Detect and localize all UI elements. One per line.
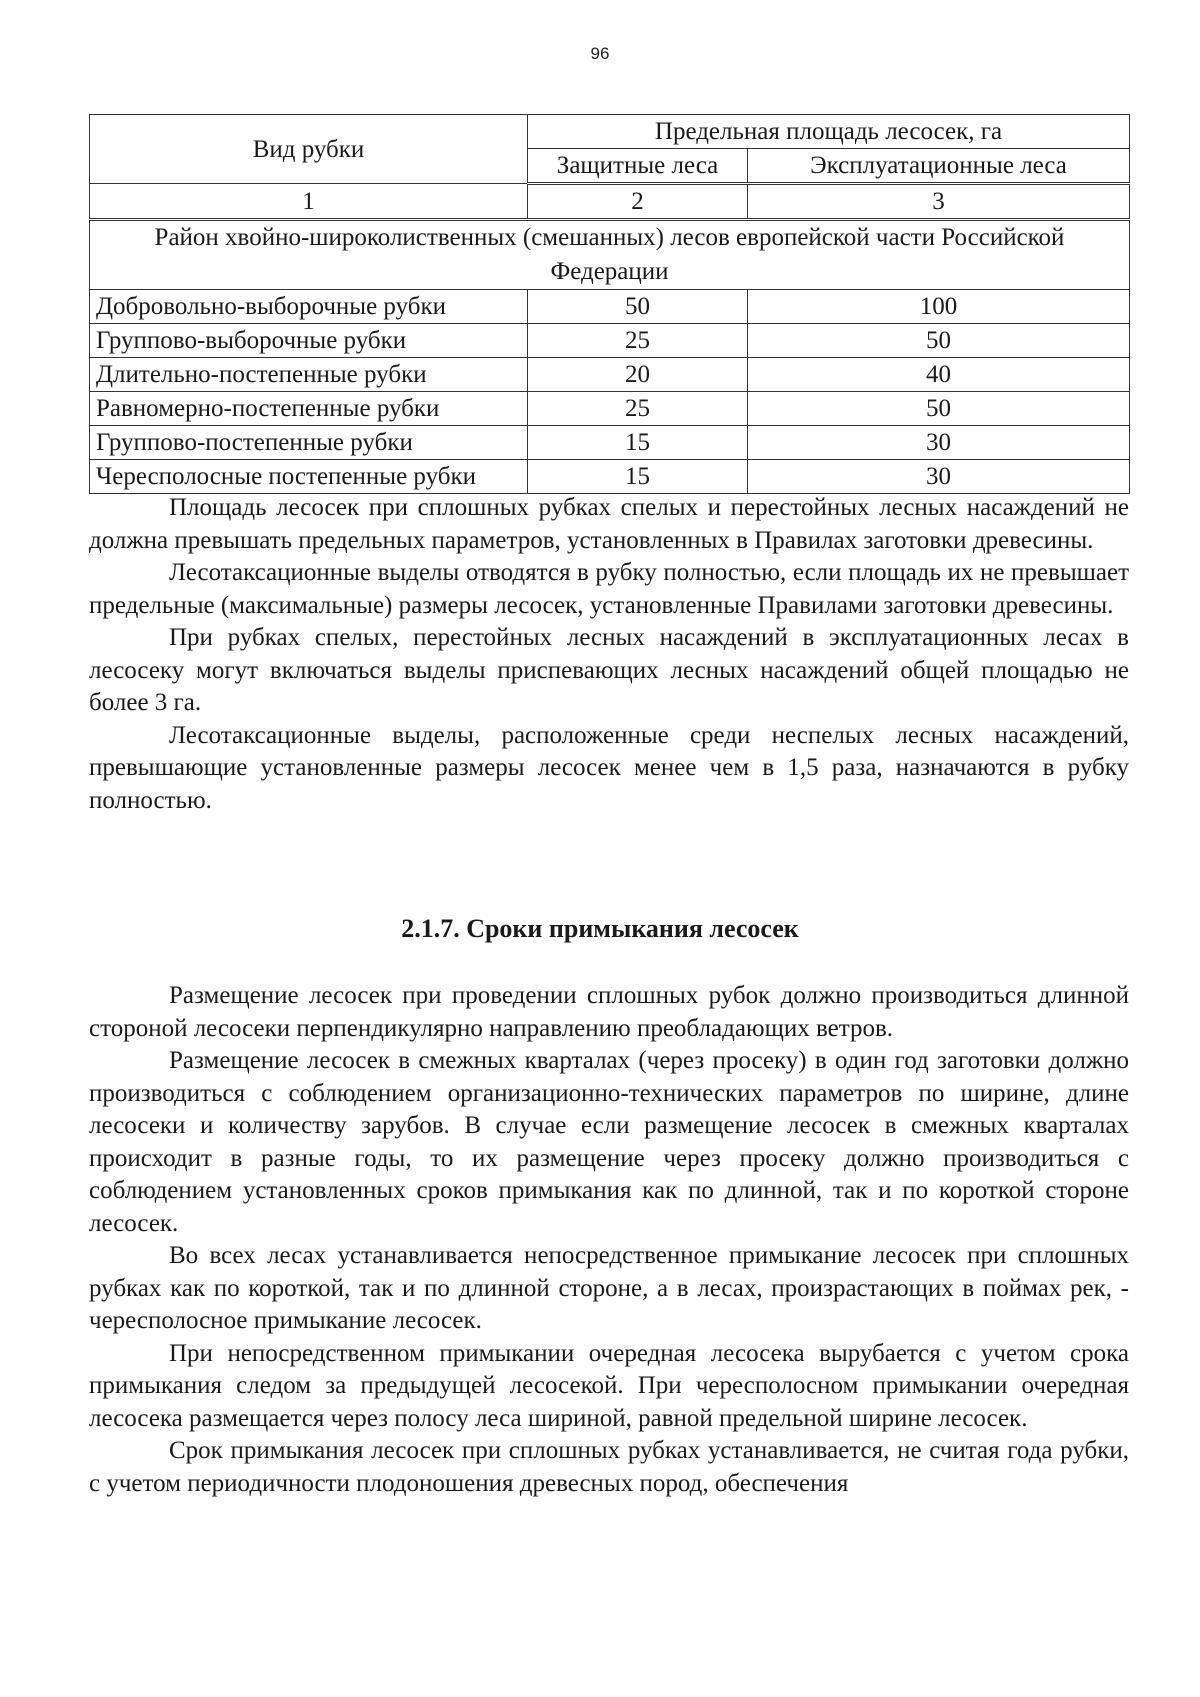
table-region-row xyxy=(90,220,1130,290)
table-row xyxy=(90,290,1130,324)
paragraph: Во всех лесах устанавливается непосредственное примыкание лесосек при сплошных рубках как по короткой, так и по длинной стороне, а в лесах, произрастающих в поймах рек, - чересполосное примыкание лесосек. xyxy=(89,1242,1129,1334)
cutting-type-cell: Группово-выборочные рубки xyxy=(90,324,528,358)
header-exploitation-forests: Эксплуатационные леса xyxy=(748,149,1130,184)
protective-value-cell: 15 xyxy=(528,426,748,460)
paragraph: Площадь лесосек при сплошных рубках спелых и перестойных лесных насаждений не должна превышать предельных параметров, установленных в Правилах заготовки древесины. xyxy=(89,494,1129,554)
protective-value-cell: 25 xyxy=(528,324,748,358)
protective-value-cell: 25 xyxy=(528,392,748,426)
cutting-type-cell: Чересполосные постепенные рубки xyxy=(90,460,528,494)
body-text-after-heading xyxy=(89,980,1129,1500)
column-number: 2 xyxy=(528,184,748,220)
table-row xyxy=(90,460,1130,494)
exploitation-value-cell: 30 xyxy=(748,460,1130,494)
paragraph: Срок примыкания лесосек при сплошных рубках устанавливается, не считая года рубки, с учетом периодичности плодоношения древесных пород, обеспечения xyxy=(89,1437,1129,1497)
column-number: 1 xyxy=(90,184,528,220)
section-heading: 2.1.7. Сроки примыкания лесосек xyxy=(401,914,799,943)
protective-value-cell: 20 xyxy=(528,358,748,392)
cutting-type-cell: Добровольно-выборочные рубки xyxy=(90,290,528,324)
body-text-before-heading xyxy=(89,492,1129,817)
header-area-limit: Предельная площадь лесосек, га xyxy=(528,115,1130,149)
page-number: 96 xyxy=(590,44,610,63)
table-row xyxy=(90,358,1130,392)
exploitation-value-cell: 40 xyxy=(748,358,1130,392)
cutting-type-cell: Группово-постепенные рубки xyxy=(90,426,528,460)
paragraph: При рубках спелых, перестойных лесных насаждений в эксплуатационных лесах в лесосеку могут включаться выделы приспевающих лесных насаждений общей площадью не более 3 га. xyxy=(89,624,1129,716)
paragraph: Лесотаксационные выделы, расположенные среди неспелых лесных насаждений, превышающие установленные размеры лесосек менее чем в 1,5 раза, назначаются в рубку полностью. xyxy=(89,721,1129,814)
exploitation-value-cell: 50 xyxy=(748,324,1130,358)
paragraph: При непосредственном примыкании очередная лесосека вырубается с учетом срока примыкания следом за предыдущей лесосекой. При чересполосном примыкании очередная лесосека размещается через полосу леса шириной, равной предельной ширине лесосек. xyxy=(89,1339,1129,1432)
cutting-type-cell: Равномерно-постепенные рубки xyxy=(90,392,528,426)
table-row xyxy=(90,392,1130,426)
paragraph: Размещение лесосек в смежных кварталах (через просеку) в один год заготовки должно производиться с соблюдением организационно-технических параметров по ширине, длине лесосеки и количеству зарубов. В случае если размещение лесосек в смежных кварталах происходит в разные годы, то их размещение через просеку должно производиться с соблюдением установленных сроков примыкания как по длинной, так и по короткой стороне лесосек. xyxy=(89,1047,1129,1237)
exploitation-value-cell: 100 xyxy=(748,290,1130,324)
cutting-area-limits-table xyxy=(89,114,1130,494)
cutting-type-cell: Длительно-постепенные рубки xyxy=(90,358,528,392)
region-title: Район хвойно-широколиственных (смешанных) лесов европейской части Российской Федерации xyxy=(90,220,1130,290)
table-row xyxy=(90,426,1130,460)
column-number: 3 xyxy=(748,184,1130,220)
header-protective-forests: Защитные леса xyxy=(528,149,748,184)
paragraph: Размещение лесосек при проведении сплошных рубок должно производиться длинной стороной лесосеки перпендикулярно направлению преобладающих ветров. xyxy=(89,982,1129,1042)
table-header-row xyxy=(90,115,1130,149)
table-column-numbers-row xyxy=(90,184,1130,220)
exploitation-value-cell: 50 xyxy=(748,392,1130,426)
protective-value-cell: 15 xyxy=(528,460,748,494)
protective-value-cell: 50 xyxy=(528,290,748,324)
exploitation-value-cell: 30 xyxy=(748,426,1130,460)
table-row xyxy=(90,324,1130,358)
header-cutting-type: Вид рубки xyxy=(90,115,528,184)
paragraph: Лесотаксационные выделы отводятся в рубку полностью, если площадь их не превышает предельные (максимальные) размеры лесосек, установленные Правилами заготовки древесины. xyxy=(89,559,1129,619)
